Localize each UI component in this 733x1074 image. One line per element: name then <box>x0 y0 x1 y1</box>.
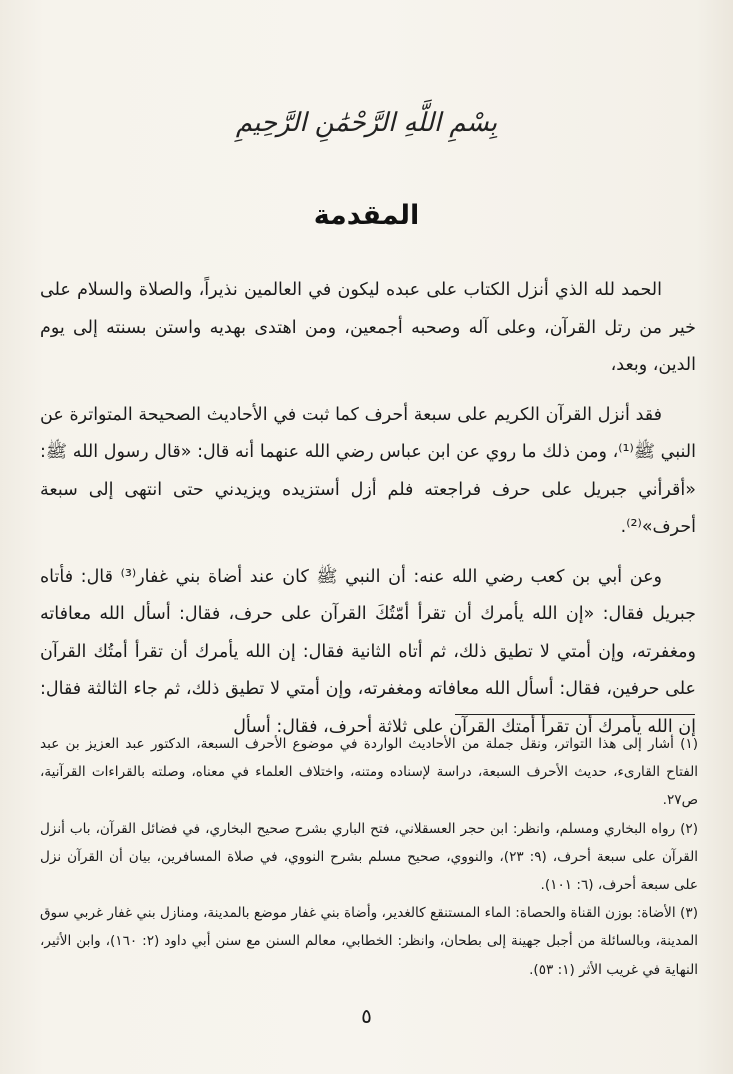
footnotes <box>40 730 698 984</box>
paragraph-seven-letters: فقد أنزل القرآن الكريم على سبعة أحرف كما ثبت في الأحاديث الصحيحة المتواترة عن النبي ﷺ⁽¹⁾، ومن ذلك ما روي عن ابن عباس رضي الله عنهما أنه قال: «قال رسول الله ﷺ: «أقرأني جبريل على حرف فراجعته فلم أزل أستزيده ويزيدني حتى انتهى إلى سبعة أحرف»⁽²⁾. <box>40 404 696 537</box>
paragraph-intro: الحمد لله الذي أنزل الكتاب على عبده ليكون في العالمين نذيراً، والصلاة والسلام على خير من رتل القرآن، وعلى آله وصحبه أجمعين، ومن اهتدى بهديه واستن بسنته إلى يوم الدين، وبعد، <box>40 280 696 375</box>
basmala-calligraphy: بِسْمِ اللَّهِ الرَّحْمَٰنِ الرَّحِيمِ <box>235 108 498 138</box>
footnote-3: (٣) الأضاة: بوزن القناة والحصاة: الماء المستنقع كالغدير، وأضاة بني غفار موضع بالمدينة، ومنازل بني غفار غربي سوق المدينة، وبالسائلة من أجبل جهينة إلى بطحان، وانظر: الخطابي، معالم السنن مع سنن أبي داود (٢: ١٦٠)، وابن الأثير، النهاية في غريب الأثر (١: ٥٣). <box>40 905 699 978</box>
page-title: المقدمة <box>313 200 420 231</box>
footnote-2: (٢) رواه البخاري ومسلم، وانظر: ابن حجر العسقلاني، فتح الباري بشرح صحيح البخاري، في فضائل القرآن، باب أنزل القرآن على سبعة أحرف، (٩: ٢٣)، والنووي، صحيح مسلم بشرح النووي، في صلاة المسافرين، بيان أن القرآن نزل على سبعة أحرف، (٦: ١٠١). <box>40 820 698 894</box>
footnote-divider <box>455 714 695 715</box>
main-text <box>40 272 696 746</box>
footnote-1: (١) أشار إلى هذا التواتر، ونقل جملة من الأحاديث الواردة في موضوع الأحرف السبعة، الدكتور عبد العزيز بن عبد الفتاح القارىء، حديث الأحرف السبعة، دراسة لإسناده ومتنه، واختلاف العلماء في معناه، وصلته بالقراءات القرآنية، ص٢٧. <box>40 736 698 809</box>
page-number: ٥ <box>361 1004 372 1028</box>
paragraph-ubayy-hadith: وعن أبي بن كعب رضي الله عنه: أن النبي ﷺ كان عند أضاة بني غفار⁽³⁾ قال: فأتاه جبريل فقال: «إن الله يأمرك أن تقرأ أمّتُكَ القرآن على حرف، فقال: أسأل الله معافاته ومغفرته، وإن أمتي لا تطيق ذلك، ثم أتاه الثانية فقال: إن الله يأمرك أن تقرأ أمتُك القرآن على حرفين، فقال: أسأل الله معافاته ومغفرته، وإن أمتي لا تطيق ذلك، ثم جاء الثالثة فقال: إن الله يأمرك أن تقرأ أمتك القرآن على ثلاثة أحرف، فقال: أسأل <box>40 566 696 737</box>
